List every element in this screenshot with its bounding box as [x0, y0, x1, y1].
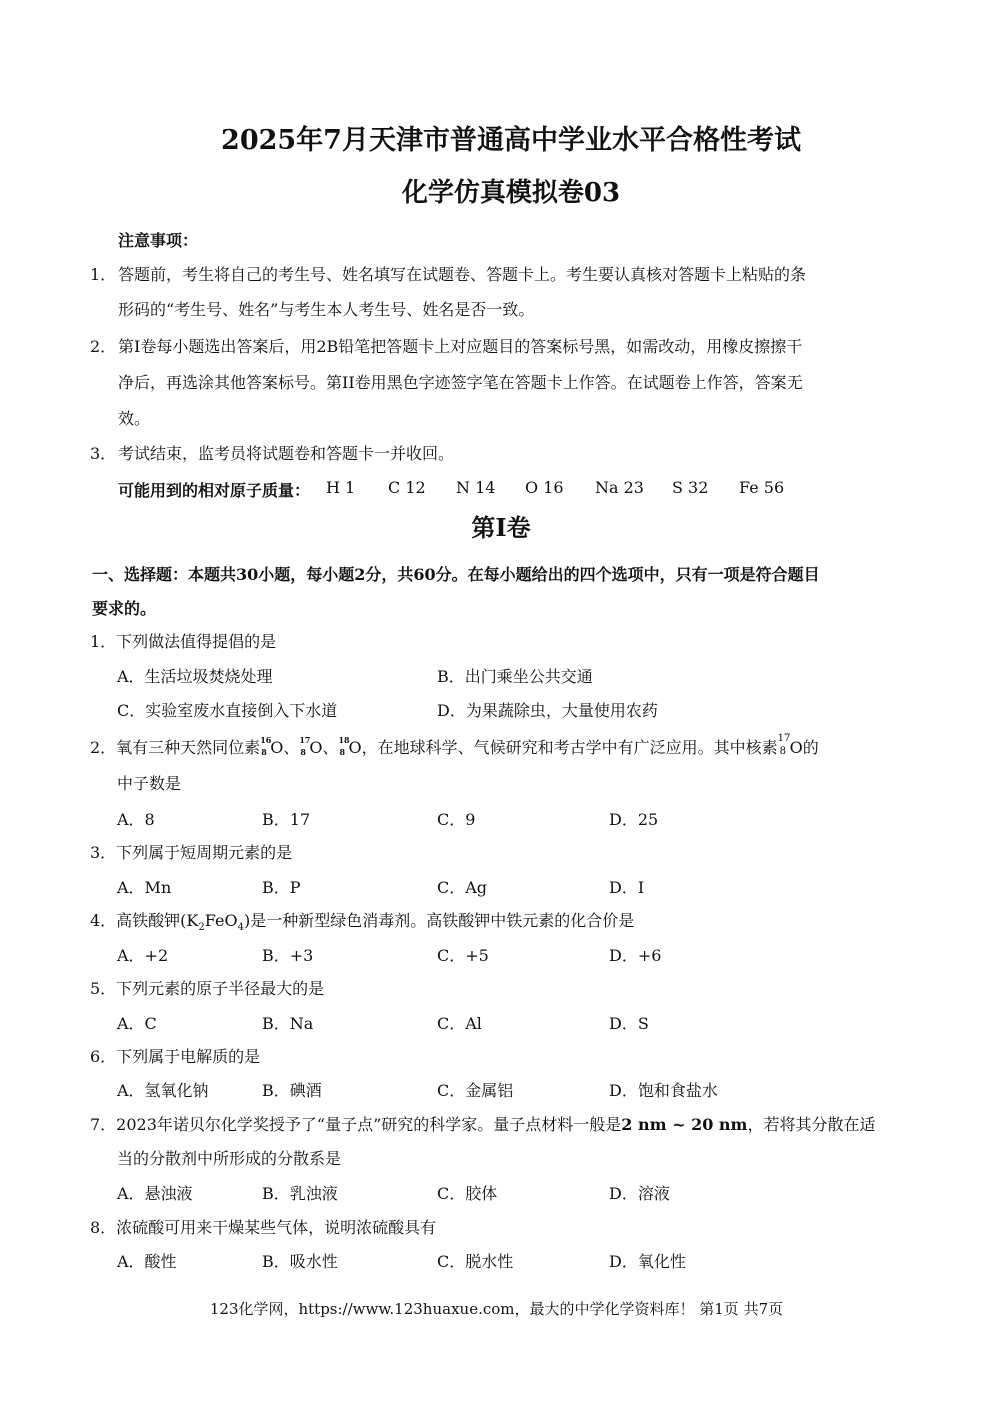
- q1-option-a: A．生活垃圾焚烧处理: [117, 667, 273, 686]
- q8-option-a: A．酸性: [117, 1252, 177, 1271]
- page-footer: 123化学网，https://www.123huaxue.com，最大的中学化学资料库！ 第1页 共7页: [209, 1300, 784, 1318]
- notice-item-1-num: 1．: [90, 265, 117, 284]
- q6-option-b: B．碘酒: [262, 1081, 322, 1100]
- section-intro-line2: 要求的。: [92, 599, 157, 618]
- q7-stem-pre: 7．2023年诺贝尔化学奖授予了“量子点”研究的科学家。量子点材料一般是: [90, 1115, 622, 1134]
- notice-heading: 注意事项：: [118, 231, 199, 250]
- nuclide-17o: [777, 733, 791, 757]
- q4-option-b: B．+3: [262, 946, 314, 965]
- atomic-mass-s: S 32: [672, 478, 709, 497]
- q4-stem-mid: FeO: [204, 911, 238, 930]
- q2-sep-1: 、: [283, 738, 300, 757]
- q4-option-a: A．+2: [117, 946, 169, 965]
- q7-option-a: A．悬浊液: [117, 1184, 193, 1203]
- q4-option-d: D．+6: [609, 946, 662, 965]
- atomic-mass-c: C 12: [388, 478, 426, 497]
- q3-option-b: B．P: [262, 878, 301, 897]
- q6-stem: 6．下列属于电解质的是: [90, 1047, 261, 1066]
- atomic-mass-o: O 16: [525, 478, 564, 497]
- atomic-mass-fe: Fe 56: [739, 478, 785, 497]
- isotope-18o: [338, 735, 350, 757]
- q2-sep-2: 、: [322, 738, 339, 757]
- q6-option-a: A．氢氧化钠: [117, 1081, 209, 1100]
- q4-stem-pre: 4．高铁酸钾(K: [90, 911, 199, 930]
- q2-stem: [90, 735, 819, 758]
- isotope-18o-z: 8: [339, 747, 346, 757]
- q2-option-d: D．25: [609, 810, 659, 829]
- q2-stem-post: 的: [802, 738, 819, 757]
- nuclide-17o-mass: 17: [777, 733, 791, 744]
- q2-stem-mid: ，在地球科学、气候研究和考古学中有广泛应用。其中核素: [361, 738, 778, 757]
- notice-item-1-line1: 答题前，考生将自己的考生号、姓名填写在试题卷、答题卡上。考生要认真核对答题卡上粘贴的条: [118, 265, 807, 284]
- q4-sub-o: 4: [237, 922, 244, 934]
- q1-stem: 1．下列做法值得提倡的是: [90, 632, 277, 651]
- q7-stem-post: ，若将其分散在适: [747, 1115, 876, 1134]
- q8-option-c: C．脱水性: [437, 1252, 514, 1271]
- notice-item-2-line2: 净后，再选涂其他答案标号。第II卷用黑色字迹签字笔在答题卡上作答。在试题卷上作答，答案无: [118, 373, 803, 392]
- q3-option-c: C．Ag: [437, 878, 488, 897]
- q4-sub-k: 2: [198, 922, 205, 934]
- q4-option-c: C．+5: [437, 946, 489, 965]
- q2-option-a: A．8: [117, 810, 155, 829]
- exam-title: 2025年7月天津市普通高中学业水平合格性考试: [221, 125, 801, 156]
- q4-stem-post: )是一种新型绿色消毒剂。高铁酸钾中铁元素的化合价是: [243, 911, 635, 930]
- q7-option-c: C．胶体: [437, 1184, 498, 1203]
- q4-stem: [90, 908, 634, 933]
- isotope-18o-elem: O: [348, 738, 362, 757]
- nuclide-17o-elem: O: [789, 738, 803, 757]
- paper-subtitle: 化学仿真模拟卷03: [401, 178, 621, 208]
- q2-stem-pre: 2．氧有三种天然同位素: [90, 738, 261, 757]
- notice-item-2-num: 2．: [90, 337, 117, 356]
- q7-stem-line2: 当的分散剂中所形成的分散系是: [117, 1149, 342, 1168]
- q8-option-d: D．氧化性: [609, 1252, 686, 1271]
- q5-option-c: C．Al: [437, 1014, 482, 1033]
- atomic-mass-n: N 14: [456, 478, 496, 497]
- q5-option-b: B．Na: [262, 1014, 314, 1033]
- q2-option-b: B．17: [262, 810, 311, 829]
- q6-option-d: D．饱和食盐水: [609, 1081, 718, 1100]
- notice-item-2-line3: 效。: [118, 409, 151, 428]
- atomic-mass-h: H 1: [326, 478, 356, 497]
- isotope-17o-elem: O: [309, 738, 323, 757]
- isotope-16o-z: 8: [261, 747, 267, 757]
- q8-option-b: B．吸水性: [262, 1252, 338, 1271]
- q3-option-a: A．Mn: [117, 878, 172, 897]
- isotope-16o: [260, 735, 272, 757]
- q7-stem: [90, 1112, 876, 1135]
- q5-stem: 5．下列元素的原子半径最大的是: [90, 979, 325, 998]
- q5-option-a: A．C: [117, 1014, 157, 1033]
- notice-item-2-line1: 第I卷每小题选出答案后，用2B铅笔把答题卡上对应题目的答案标号黑，如需改动，用橡皮擦擦干: [118, 337, 803, 356]
- q3-stem: 3．下列属于短周期元素的是: [90, 843, 293, 862]
- q8-stem: 8．浓硫酸可用来干燥某些气体，说明浓硫酸具有: [90, 1218, 437, 1237]
- notice-item-3-num: 3．: [90, 444, 117, 463]
- section-title: 第Ⅰ卷: [471, 513, 531, 542]
- atomic-mass-na: Na 23: [595, 478, 644, 497]
- q5-option-d: D．S: [609, 1014, 649, 1033]
- q1-option-d: D．为果蔬除虫，大量使用农药: [437, 701, 658, 720]
- q7-option-d: D．溶液: [609, 1184, 670, 1203]
- isotope-17o-mass: 17: [299, 735, 311, 745]
- q7-option-b: B．乳浊液: [262, 1184, 338, 1203]
- q6-option-c: C．金属铝: [437, 1081, 514, 1100]
- isotope-17o-z: 8: [300, 747, 306, 757]
- q2-option-c: C．9: [437, 810, 476, 829]
- isotope-16o-elem: O: [270, 738, 284, 757]
- q1-option-b: B．出门乘坐公共交通: [437, 667, 593, 686]
- notice-item-3-line1: 考试结束，监考员将试题卷和答题卡一并收回。: [118, 444, 455, 463]
- atomic-mass-label: 可能用到的相对原子质量：: [118, 481, 311, 500]
- q7-size-range: 2 nm ~ 20 nm: [621, 1115, 748, 1134]
- isotope-17o: [299, 735, 311, 757]
- isotope-18o-mass: 18: [338, 735, 350, 745]
- section-intro-line1: 一、选择题：本题共30小题，每小题2分，共60分。在每小题给出的四个选项中，只有一项是符合题目: [92, 565, 820, 584]
- q1-option-c: C．实验室废水直接倒入下水道: [117, 701, 338, 720]
- q3-option-d: D．I: [609, 878, 645, 897]
- nuclide-17o-z: 8: [779, 746, 786, 757]
- isotope-16o-mass: 16: [260, 735, 272, 745]
- notice-item-1-line2: 形码的“考生号、姓名”与考生本人考生号、姓名是否一致。: [118, 300, 535, 319]
- q2-stem-line2: 中子数是: [117, 774, 182, 793]
